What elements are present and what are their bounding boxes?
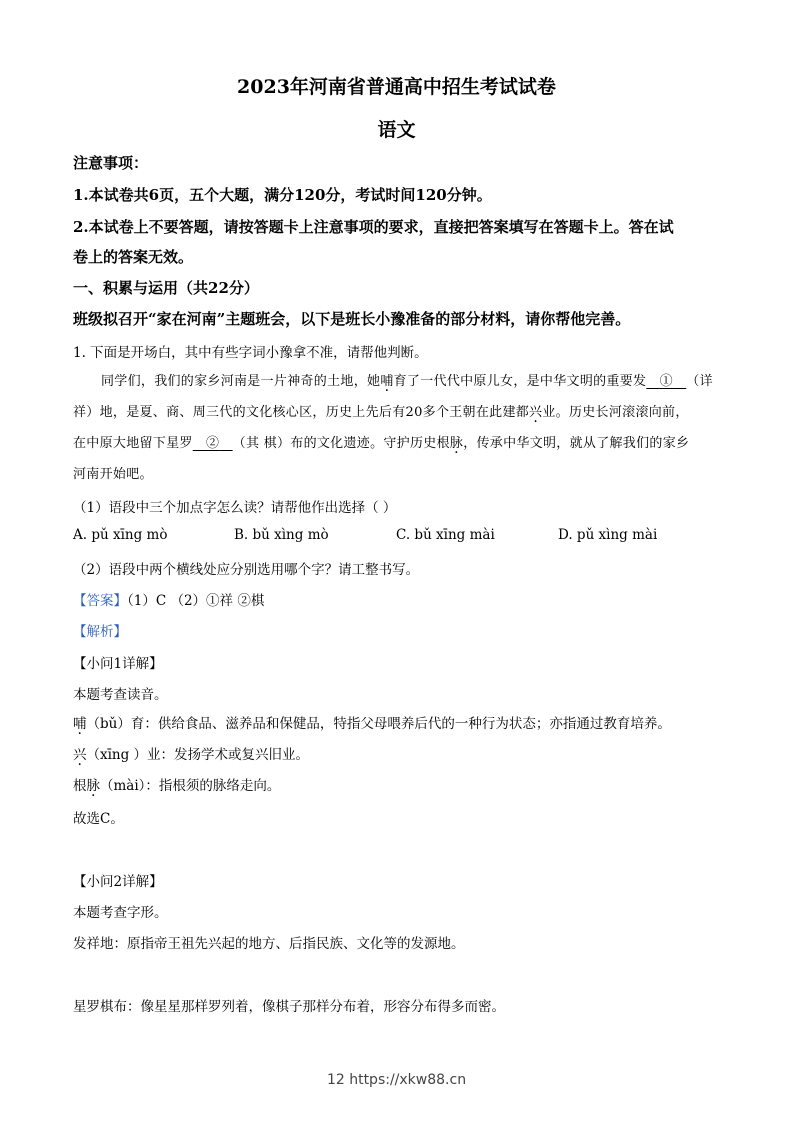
passage-line-2 [73,401,689,420]
dotted-char: 脉 [449,436,464,451]
passage-text: 业。历史长河滚滚向前， [542,405,689,420]
answer-line [73,589,264,609]
notice-heading: 注意事项： [73,154,149,172]
detail-2-line-2: 发祥地：原指帝王祖先兴起的地方、后指民族、文化等的发源地。 [73,936,465,952]
dotted-char: 脉 [86,778,100,794]
passage-text: 祥）地，是夏、商、周三代的文化核心区，历史上先后有20多个王朝在此建都 [73,405,530,420]
section-1-heading: 一、积累与运用（共22分） [73,279,259,297]
answer-label: 【答案】 [73,593,127,609]
subject-title: 语文 [377,119,416,141]
notice-item-1: 1.本试卷共6页，五个大题，满分120分，考试时间120分钟。 [73,186,492,204]
sub-question-1: （1）语段中三个加点字怎么读？请帮他作出选择（ ） [73,500,397,516]
question-1-stem: 1. 下面是开场白，其中有些字词小豫拿不准，请帮他判断。 [73,345,428,361]
option-a: A. pǔ xīng mò [73,527,168,543]
detail-1-line-2: 哺（bǔ）育：供给食品、滋养品和保健品，特指父母喂养后代的一种行为状态；亦指通过教育培养。 [73,716,671,732]
detail-2-heading: 【小问2详解】 [73,874,163,890]
analysis-label: 【解析】 [73,624,127,640]
notice-item-2-line-2: 卷上的答案无效。 [73,248,194,266]
passage-line-3 [73,432,689,451]
passage-line-4: 河南开始吧。 [73,467,153,482]
detail-1-line-1: 本题考查读音。 [73,687,168,703]
passage-text: （其 棋）布的文化遗迹。守护历史根 [232,436,450,451]
dotted-char: 哺 [73,716,87,732]
dotted-char: 哺 [380,374,394,389]
option-c: C. bǔ xīng mài [396,527,495,543]
notice-item-2-line-1: 2.本试卷上不要答题，请按答题卡上注意事项的要求，直接把答案填写在答题卡上。答在试 [73,218,674,236]
passage-text: 育了一代代中原儿女，是中华文明的重要发 [393,374,647,389]
detail-1-line-3: 兴（xīng ）业：发扬学术或复兴旧业。 [73,747,310,763]
passage-text: 在中原大地留下星罗 [73,436,193,451]
dotted-char: 兴 [73,747,87,763]
detail-1-heading: 【小问1详解】 [73,656,163,672]
passage-text: （详 [686,374,713,389]
answer-text: （1）C （2）①祥 ②棋 [127,593,265,609]
option-b: B. bǔ xìng mò [234,527,329,543]
section-1-intro: 班级拟召开“家在河南”主题班会，以下是班长小豫准备的部分材料，请你帮他完善。 [73,310,631,328]
blank-1: ① [659,374,673,389]
passage-text: 同学们，我们的家乡河南是一片神奇的土地，她 [101,374,381,389]
detail-2-line-3: 星罗棋布：像星星那样罗列着，像棋子那样分布着，形容分布得多而密。 [73,999,505,1015]
dotted-char: 兴 [529,405,543,420]
sub-question-2: （2）语段中两个横线处应分别选用哪个字？请工整书写。 [73,562,420,578]
blank-2: ② [206,436,220,451]
detail-2-line-1: 本题考查字形。 [73,905,168,921]
detail-1-line-4: 根脉（mài）：指根须的脉络走向。 [73,778,281,794]
passage-line-1 [101,370,713,389]
passage-text: ，传承中华文明，就从了解我们的家乡 [463,436,690,451]
detail-1-line-5: 故选C。 [73,811,124,827]
option-d: D. pǔ xìng mài [558,527,658,543]
page-footer: 12 https://xkw88.cn [326,1072,467,1088]
exam-title: 2023年河南省普通高中招生考试试卷 [237,76,556,98]
